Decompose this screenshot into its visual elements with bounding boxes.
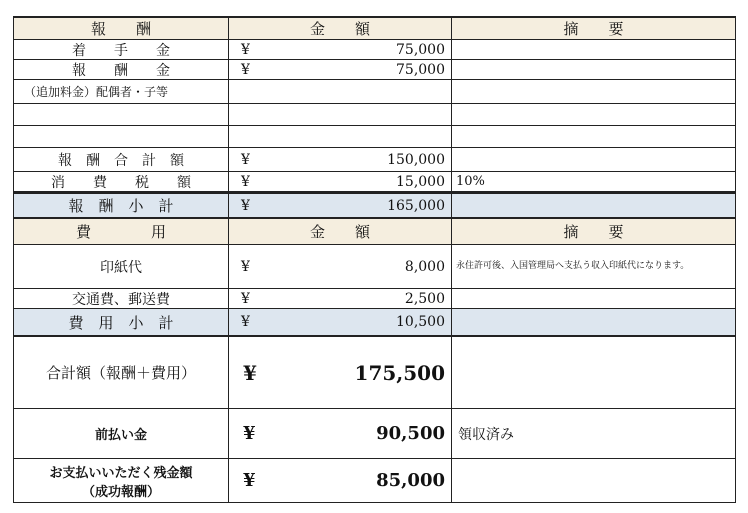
row-amount-cell (229, 245, 452, 289)
expense-subtotal-note (452, 309, 736, 337)
row-amount-cell (229, 40, 452, 60)
row-label: 着 手 金 (13, 40, 229, 60)
balance-row (13, 459, 736, 503)
currency-symbol: ¥ (243, 470, 256, 491)
row-note (452, 126, 736, 148)
row-note (452, 40, 736, 60)
header-note-label: 摘 要 (452, 16, 736, 40)
currency-symbol: ¥ (243, 360, 257, 385)
row-label: 報 酬 金 (13, 60, 229, 80)
currency-symbol: ¥ (241, 41, 250, 58)
row-note (452, 289, 736, 309)
total-amount-cell (229, 337, 452, 409)
row-amount: 8,000 (404, 258, 445, 275)
prepaid-amount: 90,500 (376, 423, 445, 444)
row-note (452, 80, 736, 104)
table-row (13, 172, 736, 192)
prepaid-amount-cell (229, 409, 452, 459)
row-amount: 15,000 (396, 173, 445, 190)
header-fee-label: 報 酬 (13, 16, 229, 40)
row-amount-cell (229, 289, 452, 309)
prepaid-note: 領収済み (452, 409, 736, 459)
table-row (13, 60, 736, 80)
table-row (13, 148, 736, 172)
fee-subtotal-note (452, 192, 736, 219)
total-amount: 175,500 (354, 360, 445, 385)
table-row (13, 40, 736, 60)
table-row (13, 126, 736, 148)
total-label: 合計額（報酬＋費用） (13, 337, 229, 409)
table-row (13, 80, 736, 104)
balance-amount: 85,000 (376, 470, 445, 491)
row-label: 報 酬 合 計 額 (13, 148, 229, 172)
header-amount-label: 金 額 (229, 219, 452, 245)
row-amount-cell (229, 172, 452, 192)
header-note-label: 摘 要 (452, 219, 736, 245)
currency-symbol: ¥ (241, 258, 250, 275)
prepaid-row (13, 409, 736, 459)
table-row (13, 245, 736, 289)
row-note: 10% (452, 172, 736, 192)
balance-label (13, 459, 229, 503)
total-note (452, 337, 736, 409)
row-amount: 75,000 (396, 61, 445, 78)
expense-subtotal-row (13, 309, 736, 337)
row-amount-cell (229, 104, 452, 126)
currency-symbol: ¥ (243, 423, 256, 444)
currency-symbol: ¥ (241, 314, 250, 330)
row-note (452, 60, 736, 80)
row-amount-cell (229, 126, 452, 148)
balance-amount-cell (229, 459, 452, 503)
row-label: 印紙代 (13, 245, 229, 289)
fee-subtotal-row (13, 192, 736, 219)
balance-label-line2: （成功報酬） (81, 484, 160, 500)
row-label: 交通費、郵送費 (13, 289, 229, 309)
row-label (13, 126, 229, 148)
row-label: （追加料金）配偶者・子等 (13, 80, 229, 104)
expense-subtotal-amount-cell (229, 309, 452, 337)
fee-subtotal-amount-cell (229, 192, 452, 219)
currency-symbol: ¥ (241, 151, 250, 168)
fee-subtotal-amount: 165,000 (387, 197, 445, 214)
total-row (13, 337, 736, 409)
row-note (452, 104, 736, 126)
fee-subtotal-label: 報 酬 小 計 (13, 192, 229, 219)
row-amount: 150,000 (387, 151, 445, 168)
fee-table (13, 16, 736, 503)
balance-note (452, 459, 736, 503)
fee-header-row (13, 16, 736, 40)
header-amount-label: 金 額 (229, 16, 452, 40)
currency-symbol: ¥ (241, 197, 250, 214)
row-note (452, 148, 736, 172)
row-amount: 75,000 (396, 41, 445, 58)
currency-symbol: ¥ (241, 173, 250, 190)
row-amount-cell (229, 60, 452, 80)
currency-symbol: ¥ (241, 290, 250, 307)
expense-subtotal-amount: 10,500 (396, 314, 445, 330)
currency-symbol: ¥ (241, 61, 250, 78)
row-note: 永住許可後、入国管理局へ支払う収入印紙代になります。 (452, 245, 736, 289)
row-amount-cell (229, 148, 452, 172)
row-amount: 2,500 (404, 290, 445, 307)
expense-subtotal-label: 費 用 小 計 (13, 309, 229, 337)
row-amount-cell (229, 80, 452, 104)
expense-header-row (13, 219, 736, 245)
row-label (13, 104, 229, 126)
balance-label-line1: お支払いいただく残金額 (49, 465, 193, 481)
row-label: 消 費 税 額 (13, 172, 229, 192)
table-row (13, 289, 736, 309)
table-row (13, 104, 736, 126)
prepaid-label: 前払い金 (13, 409, 229, 459)
header-expense-label: 費 用 (13, 219, 229, 245)
